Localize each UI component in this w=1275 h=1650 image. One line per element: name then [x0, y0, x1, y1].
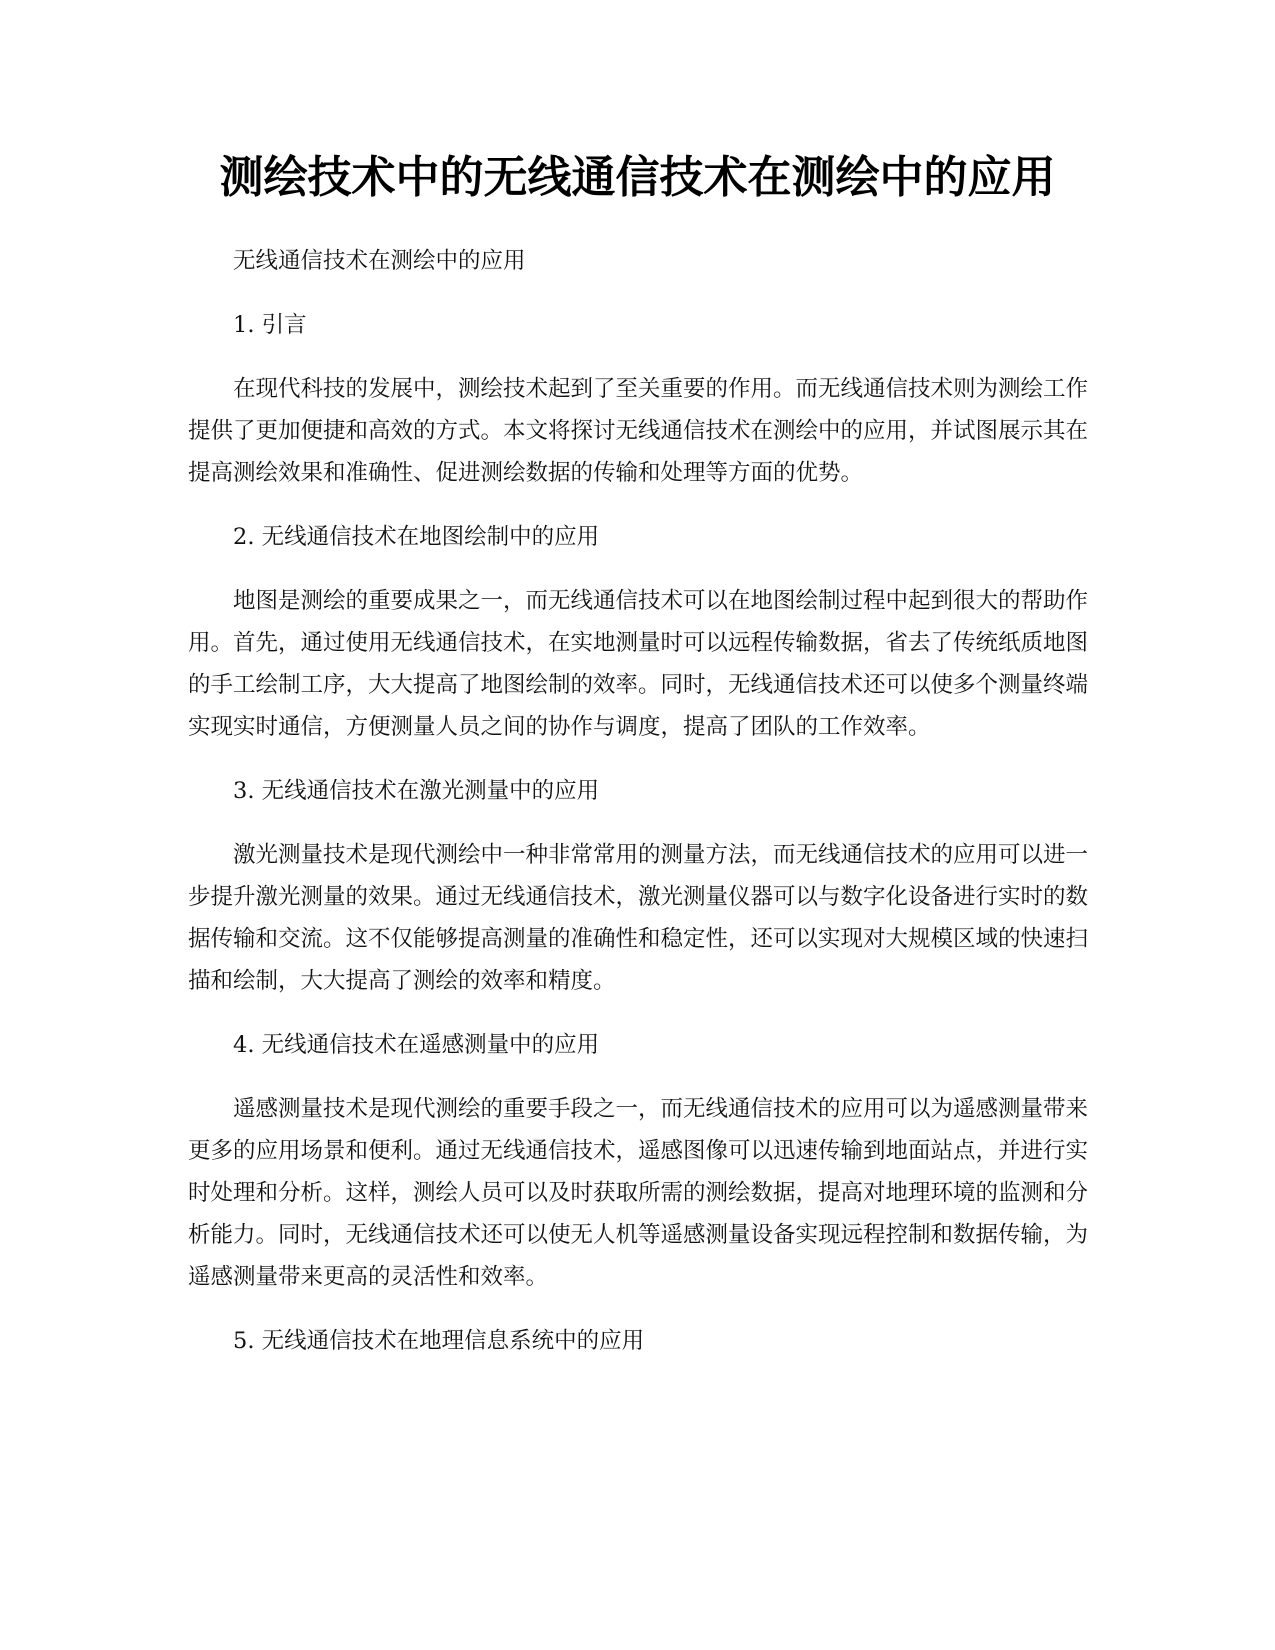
document-body — [188, 240, 1088, 1362]
section-heading-1: 1. 引言 — [233, 312, 307, 338]
section-heading-4: 4. 无线通信技术在遥感测量中的应用 — [233, 1032, 600, 1058]
section-heading-3: 3. 无线通信技术在激光测量中的应用 — [233, 778, 600, 804]
paragraph-3: 激光测量技术是现代测绘中一种非常常用的测量方法，而无线通信技术的应用可以进一步提升激光测量的效果。通过无线通信技术，激光测量仪器可以与数字化设备进行实时的数据传输和交流。这不仅能够提高测量的准确性和稳定性，还可以实现对大规模区域的快速扫描和绘制，大大提高了测绘的效率和精度。 — [188, 842, 1089, 994]
subtitle: 无线通信技术在测绘中的应用 — [233, 248, 526, 274]
section-heading-5: 5. 无线通信技术在地理信息系统中的应用 — [233, 1328, 645, 1354]
paragraph-4: 遥感测量技术是现代测绘的重要手段之一，而无线通信技术的应用可以为遥感测量带来更多的应用场景和便利。通过无线通信技术，遥感图像可以迅速传输到地面站点，并进行实时处理和分析。这样，测绘人员可以及时获取所需的测绘数据，提高对地理环境的监测和分析能力。同时，无线通信技术还可以使无人机等遥感测量设备实现远程控制和数据传输，为遥感测量带来更高的灵活性和效率。 — [188, 1096, 1089, 1290]
paragraph-2: 地图是测绘的重要成果之一，而无线通信技术可以在地图绘制过程中起到很大的帮助作用。首先，通过使用无线通信技术，在实地测量时可以远程传输数据，省去了传统纸质地图的手工绘制工序，大大提高了地图绘制的效率。同时，无线通信技术还可以使多个测量终端实现实时通信，方便测量人员之间的协作与调度，提高了团队的工作效率。 — [188, 588, 1089, 740]
page-title: 测绘技术中的无线通信技术在测绘中的应用 — [219, 152, 1056, 203]
paragraph-1: 在现代科技的发展中，测绘技术起到了至关重要的作用。而无线通信技术则为测绘工作提供了更加便捷和高效的方式。本文将探讨无线通信技术在测绘中的应用，并试图展示其在提高测绘效果和准确性、促进测绘数据的传输和处理等方面的优势。 — [188, 376, 1089, 486]
section-heading-2: 2. 无线通信技术在地图绘制中的应用 — [233, 524, 600, 550]
